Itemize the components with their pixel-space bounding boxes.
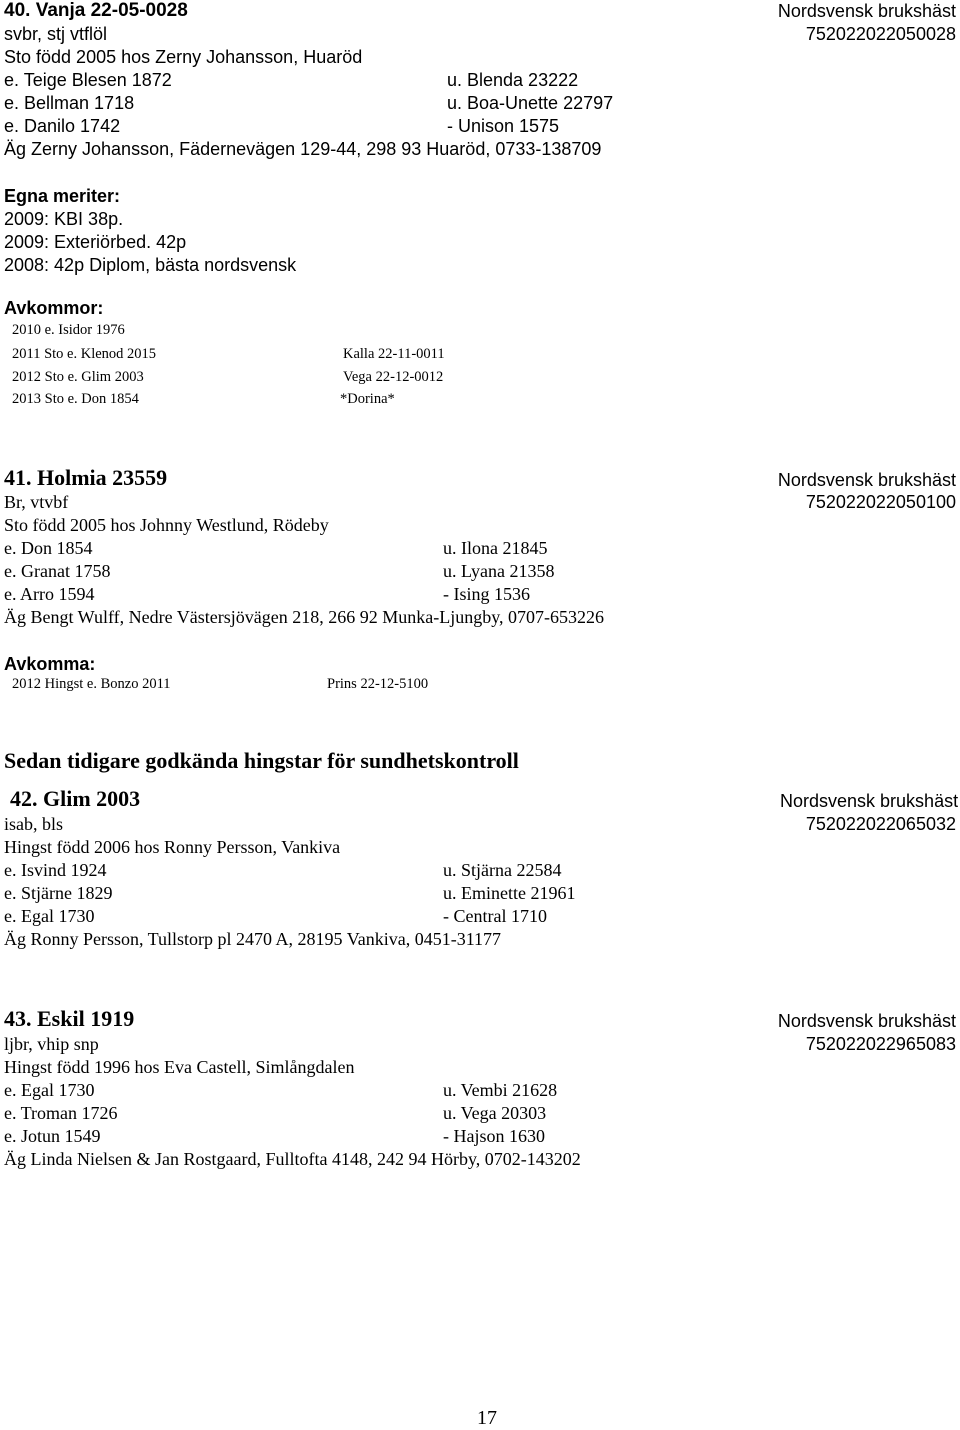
entry-41-sire-line-2: e. Granat 1758 — [4, 561, 111, 581]
entry-43-title: 43. Eskil 1919 — [4, 1006, 135, 1031]
entry-40-sire-line-1: e. Teige Blesen 1872 — [4, 70, 172, 90]
entry-40-title: 40. Vanja 22-05-0028 — [4, 0, 188, 21]
entry-43-sire-line-2: e. Troman 1726 — [4, 1103, 118, 1123]
entry-43-breed: Nordsvensk brukshäst — [777, 1011, 956, 1031]
entry-42-dam-line-1: u. Stjärna 22584 — [443, 860, 562, 880]
entry-40-dam-line-1: u. Blenda 23222 — [447, 70, 579, 90]
entry-40-dam-line-2: u. Boa-Unette 22797 — [447, 93, 614, 113]
entry-41-breed: Nordsvensk brukshäst — [777, 470, 956, 490]
entry-42-sire-line-1: e. Isvind 1924 — [4, 860, 107, 880]
entry-40-id: 752022022050028 — [805, 24, 956, 44]
entry-41-offspring-1: 2012 Hingst e. Bonzo 2011 — [12, 676, 171, 692]
entry-42-born: Hingst född 2006 hos Ronny Persson, Vankiva — [4, 837, 341, 857]
entry-41-offspring-1-name: Prins 22-12-5100 — [327, 676, 429, 692]
entry-42-dam-line-3: - Central 1710 — [443, 906, 547, 926]
entry-43-dam-line-2: u. Vega 20303 — [443, 1103, 547, 1123]
entry-40-dam-line-3: - Unison 1575 — [447, 116, 560, 136]
page-number: 17 — [477, 1407, 497, 1429]
entry-40-offspring-4-name: *Dorina* — [340, 391, 395, 407]
entry-41-desc: Br, vtvbf — [4, 492, 69, 512]
entry-41-owner: Äg Bengt Wulff, Nedre Västersjövägen 218, 266 92 Munka-Ljungby, 0707-653226 — [4, 607, 605, 627]
entry-40-offspring-3: 2012 Sto e. Glim 2003 — [12, 369, 144, 385]
entry-41-offspring-heading: Avkomma: — [4, 654, 96, 674]
entry-40-sire-line-3: e. Danilo 1742 — [4, 116, 121, 136]
entry-40-offspring-4: 2013 Sto e. Don 1854 — [12, 391, 139, 407]
entry-42-sire-line-3: e. Egal 1730 — [4, 906, 95, 926]
entry-43-dam-line-3: - Hajson 1630 — [443, 1126, 545, 1146]
entry-40-merit-3: 2008: 42p Diplom, bästa nordsvensk — [4, 255, 297, 275]
entry-41-born: Sto född 2005 hos Johnny Westlund, Rödeby — [4, 515, 329, 535]
entry-40-merits-heading: Egna meriter: — [4, 186, 121, 206]
entry-42-sire-line-2: e. Stjärne 1829 — [4, 883, 113, 903]
entry-41-dam-line-3: - Ising 1536 — [443, 584, 530, 604]
entry-40-offspring-1: 2010 e. Isidor 1976 — [12, 322, 125, 338]
entry-40-born: Sto född 2005 hos Zerny Johansson, Huaröd — [4, 47, 363, 67]
entry-42-id: 752022022065032 — [805, 814, 956, 834]
entry-41-title: 41. Holmia 23559 — [4, 465, 168, 490]
entry-40-offspring-heading: Avkommor: — [4, 298, 104, 318]
entry-40-owner: Äg Zerny Johansson, Fädernevägen 129-44, 298 93 Huaröd, 0733-138709 — [4, 139, 602, 159]
entry-43-desc: ljbr, vhip snp — [4, 1034, 99, 1054]
entry-43-born: Hingst född 1996 hos Eva Castell, Simlångdalen — [4, 1057, 355, 1077]
entry-40-merit-1: 2009: KBI 38p. — [4, 209, 124, 229]
entry-40-offspring-3-name: Vega 22-12-0012 — [343, 369, 444, 385]
entry-41-sire-line-3: e. Arro 1594 — [4, 584, 95, 604]
entry-40-merit-2: 2009: Exteriörbed. 42p — [4, 232, 187, 252]
entry-40-desc: svbr, stj vtflöl — [4, 24, 108, 44]
entry-43-sire-line-1: e. Egal 1730 — [4, 1080, 95, 1100]
entry-41-dam-line-2: u. Lyana 21358 — [443, 561, 555, 581]
entry-41-id: 752022022050100 — [805, 492, 956, 512]
entry-42-dam-line-2: u. Eminette 21961 — [443, 883, 576, 903]
entry-40-offspring-2: 2011 Sto e. Klenod 2015 — [12, 346, 157, 362]
entry-42-owner: Äg Ronny Persson, Tullstorp pl 2470 A, 28195 Vankiva, 0451-31177 — [4, 929, 502, 949]
entry-43-dam-line-1: u. Vembi 21628 — [443, 1080, 558, 1100]
entry-41-dam-line-1: u. Ilona 21845 — [443, 538, 548, 558]
section-heading: Sedan tidigare godkända hingstar för sundhetskontroll — [4, 748, 519, 773]
entry-43-id: 752022022965083 — [805, 1034, 956, 1054]
entry-40-offspring-2-name: Kalla 22-11-0011 — [343, 346, 445, 362]
entry-40-sire-line-2: e. Bellman 1718 — [4, 93, 135, 113]
entry-42-title: 42. Glim 2003 — [10, 786, 141, 811]
entry-42-breed: Nordsvensk brukshäst — [780, 791, 959, 811]
entry-43-sire-line-3: e. Jotun 1549 — [4, 1126, 101, 1146]
entry-43-owner: Äg Linda Nielsen & Jan Rostgaard, Fulltofta 4148, 242 94 Hörby, 0702-143202 — [4, 1149, 581, 1169]
entry-41-sire-line-1: e. Don 1854 — [4, 538, 93, 558]
entry-42-desc: isab, bls — [4, 814, 64, 834]
entry-40-breed: Nordsvensk brukshäst — [777, 1, 956, 21]
